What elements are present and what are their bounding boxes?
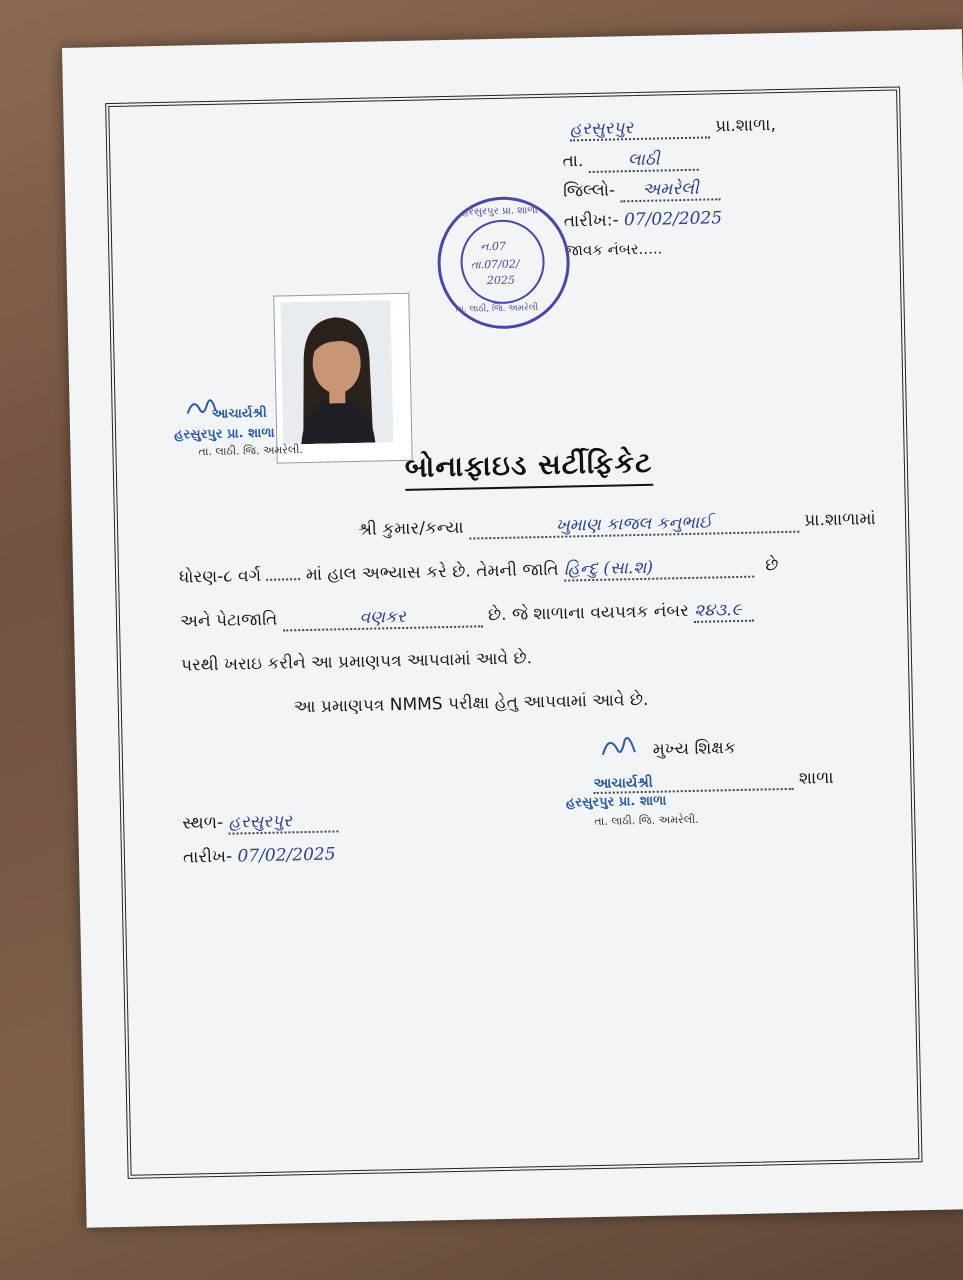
header-date: 07/02/2025 — [623, 208, 723, 231]
header-school-suffix: પ્રા.શાળા, — [714, 115, 777, 137]
footer-stamp-school: હરસુરપુર પ્રા. શાળા — [565, 793, 667, 811]
place-value: હરસુરપુર — [228, 810, 338, 834]
seal-top-text: હરસુરપુર પ્રા. શાળા — [461, 205, 538, 218]
header-outward-number: જાવક નંબર..... — [564, 239, 663, 260]
seal-year: 2025 — [486, 273, 516, 288]
header-taluka-line — [562, 149, 699, 174]
footer-school-line — [593, 768, 833, 794]
footer-date-label: તારીખ- — [182, 846, 233, 868]
body-line-3 — [180, 600, 755, 634]
header-school-line — [570, 115, 777, 141]
student-name: ખુમાણ કાજલ કનુભાઈ — [469, 511, 799, 540]
school-suffix: પ્રા.શાળામાં — [804, 509, 876, 531]
student-photo — [273, 293, 412, 464]
place-label: સ્થળ- — [182, 812, 224, 834]
photo-stamp-place: તા. લાઠી. જિ. અમરેલી. — [198, 443, 304, 459]
footer-date: 07/02/2025 — [237, 844, 336, 867]
header-district: અમરેલી — [620, 178, 720, 202]
header-taluka-label: તા. — [562, 151, 584, 172]
seal-bottom-text: તા. લાઠી, જિ. અમરેલી — [455, 303, 539, 315]
head-teacher-label: મુખ્ય શિક્ષક — [652, 738, 736, 760]
student-photo-image — [280, 300, 393, 444]
place-line — [182, 810, 339, 835]
certificate-paper — [62, 29, 963, 1228]
header-date-line — [564, 208, 723, 231]
caste-suffix: છે — [765, 555, 779, 576]
subcaste-value: વણકર — [282, 605, 482, 631]
certificate-title: બોનાફાઇડ સર્ટીફિકેટ — [405, 446, 653, 491]
student-label: શ્રી કુમાર/કન્યા — [357, 517, 464, 540]
header-taluka: લાઠી — [589, 149, 699, 173]
header-district-line — [563, 178, 721, 203]
body-line-2 — [179, 555, 779, 590]
header-school-name: હરસુરપુર — [570, 116, 710, 141]
register-text: છે. જે શાળાના વયપત્રક નંબર — [487, 600, 690, 626]
header-district-label: જિલ્લો- — [562, 180, 616, 202]
head-teacher-signature-icon — [598, 732, 639, 767]
date-line — [183, 844, 336, 867]
footer-stamp-place: તા. લાઠી. જિ. અમરેલી. — [594, 812, 699, 829]
seal-date: તા.07/02/ — [470, 257, 520, 272]
register-number: ૨૪૩.૯ — [694, 600, 754, 623]
photo-stamp-role: આચાર્યશ્રી — [211, 405, 267, 422]
study-text: માં હાલ અભ્યાસ કરે છે. તેમની જાતિ — [305, 559, 559, 586]
school-round-seal — [436, 195, 571, 330]
subcaste-label: અને પેટાજાતિ — [179, 609, 278, 632]
header-date-label: તારીખ:- — [563, 210, 619, 232]
photo-stamp-school: હરસુરપુર પ્રા. શાળા — [173, 425, 275, 443]
student-portrait-icon — [280, 300, 393, 444]
body-line-5: આ પ્રમાણપત્ર NMMS પરીક્ષા હેતુ આપવામાં આવે છે. — [293, 689, 649, 718]
standard-label: ધોરણ-૮ વર્ગ — [178, 565, 262, 588]
footer-school-label: શાળા — [798, 768, 834, 789]
body-line-1 — [358, 509, 876, 542]
caste-value: હિન્દુ (સા.શ) — [564, 556, 754, 582]
body-line-4: પરથી ખરાઇ કરીને આ પ્રમાણપત્ર આપવામાં આવે છે. — [180, 648, 533, 676]
seal-number: ન.07 — [480, 239, 507, 254]
footer-stamp-role: આચાર્યશ્રી — [593, 772, 793, 794]
certificate-border — [105, 86, 922, 1178]
